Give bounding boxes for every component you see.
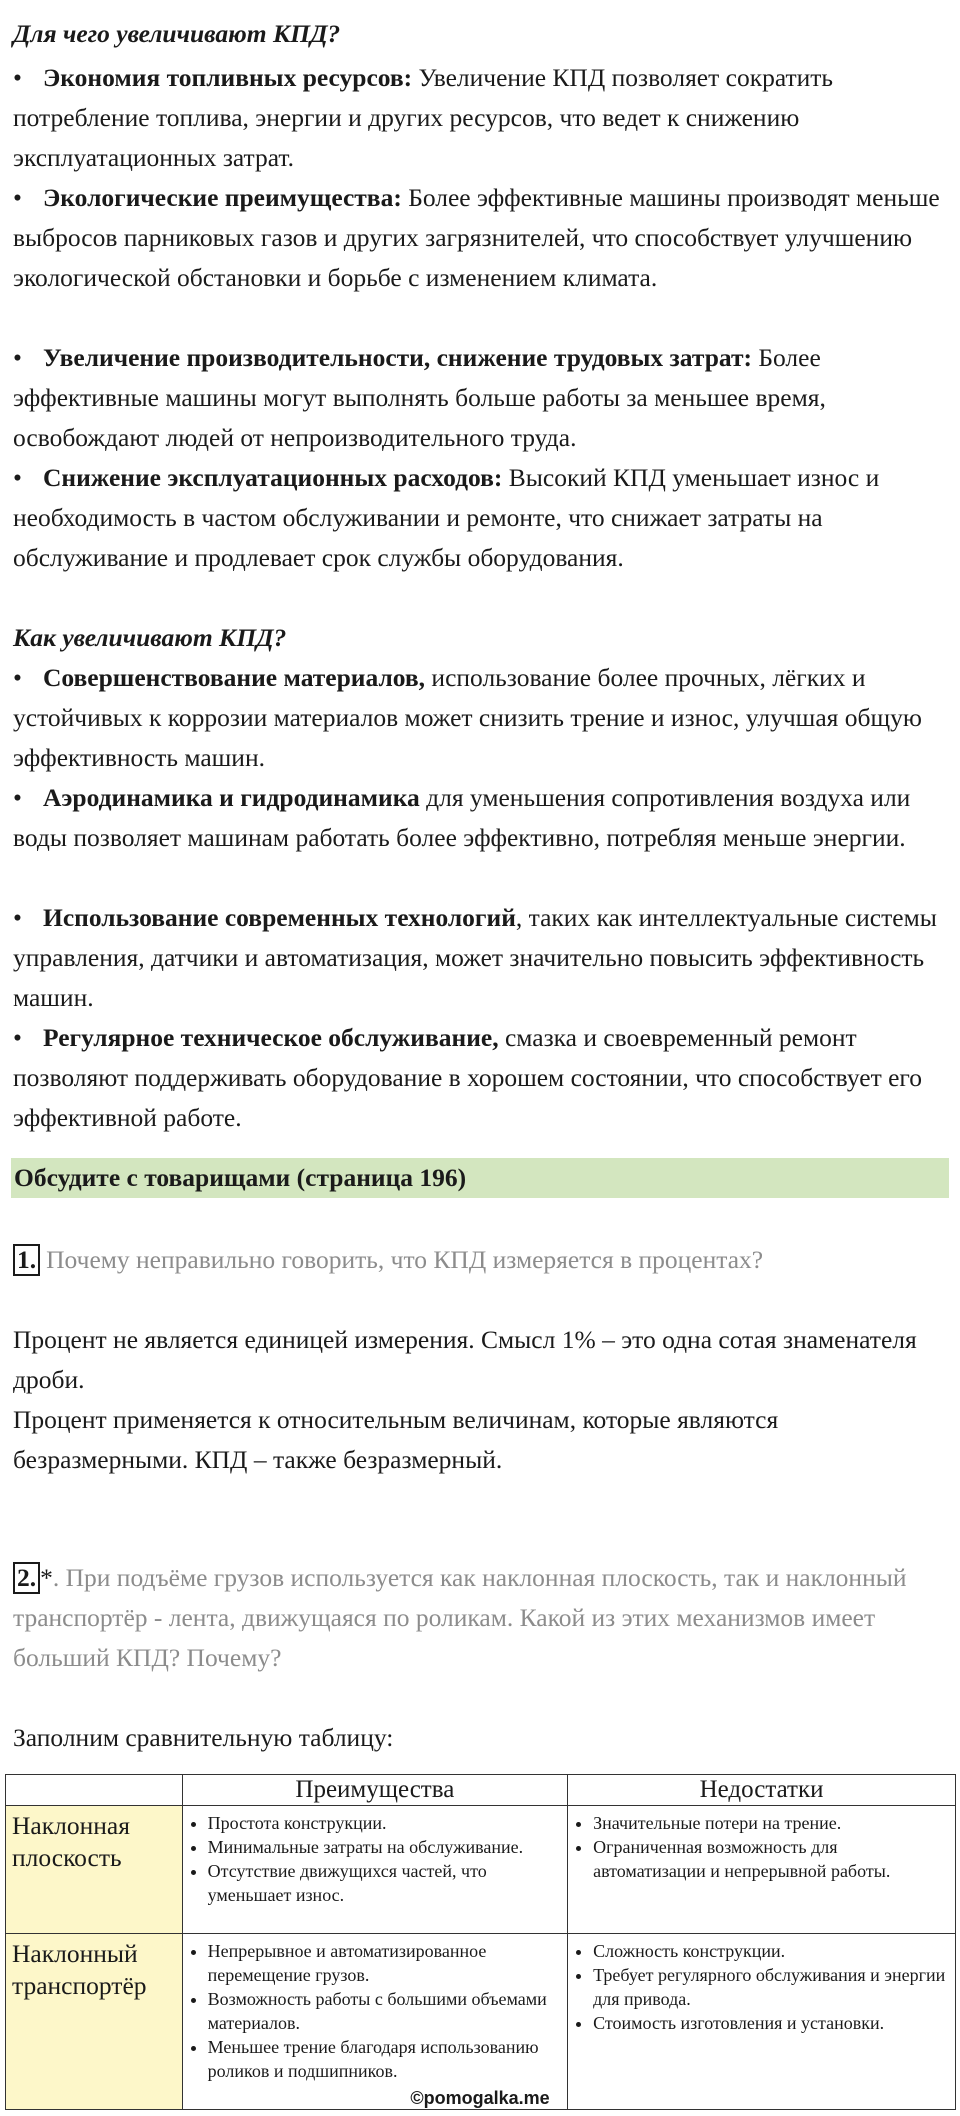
footer-watermark: ©pomogalka.me: [410, 2088, 550, 2108]
question-2: [13, 1558, 948, 1678]
list-item: • Минимальные затраты на обслуживание.: [208, 1835, 560, 1859]
comparison-table: [5, 1774, 956, 2110]
list-item: • Увеличение производительности, снижение трудовых затрат: Более эффективные машины могут выполнять больше работы за меньшее время, освобождают людей от непроизводительного труда.: [13, 338, 948, 458]
list-item: • Стоимость изготовления и установки.: [593, 2011, 948, 2035]
advantages-cell: [182, 1806, 567, 1934]
question-2-text: . При подъёме грузов используется как наклонная плоскость, так и наклонный транспортёр - лента, движущаяся по роликам. Какой из этих механизмов имеет больший КПД? Почему?: [13, 1563, 907, 1672]
list-item: • Непрерывное и автоматизированное перемещение грузов.: [208, 1939, 560, 1987]
disadvantages-cell: [568, 1806, 956, 1934]
question-1: [13, 1240, 948, 1280]
discuss-heading-bar: [11, 1158, 949, 1198]
question-number-1: 1.: [13, 1244, 40, 1276]
list-item: • Использование современных технологий, таких как интеллектуальные системы управления, датчики и автоматизация, может значительно повысить эффективность машин.: [13, 898, 948, 1018]
advantages-cell: [182, 1934, 567, 2110]
question-number-2: 2.: [13, 1562, 40, 1594]
table-row: [6, 1806, 956, 1934]
bullet-icon: •: [13, 783, 22, 812]
answer-1-line-1: Процент не является единицей измерения. Смысл 1% – это одна сотая знаменателя дроби.: [13, 1325, 917, 1394]
bullet-icon: •: [13, 63, 22, 92]
row-header-inclined-plane: Наклонная плоскость: [6, 1806, 183, 1934]
list-item: • Отсутствие движущихся частей, что уменьшает износ.: [208, 1859, 560, 1907]
bullet-icon: •: [13, 663, 22, 692]
table-row: [6, 1934, 956, 2110]
list-item: • Меньшее трение благодаря использованию роликов и подшипников.: [208, 2035, 560, 2083]
list-item: • Сложность конструкции.: [593, 1939, 948, 1963]
col-header-disadvantages: Недостатки: [568, 1775, 956, 1806]
question-1-text: Почему неправильно говорить, что КПД измеряется в процентах?: [46, 1245, 764, 1274]
bullet-icon: •: [13, 1023, 22, 1052]
list-item: • Простота конструкции.: [208, 1811, 560, 1835]
col-header-advantages: Преимущества: [182, 1775, 567, 1806]
list-item: • Экономия топливных ресурсов: Увеличение КПД позволяет сократить потребление топлива, энергии и других ресурсов, что ведет к снижению эксплуатационных затрат.: [13, 58, 948, 178]
row-header-inclined-conveyor: Наклонный транспортёр: [6, 1934, 183, 2110]
bullet-icon: •: [13, 343, 22, 372]
discuss-heading: Обсудите с товарищами (страница 196): [14, 1163, 467, 1192]
list-item: • Экологические преимущества: Более эффективные машины производят меньше выбросов парниковых газов и других загрязнителей, что способствует улучшению экологической обстановки и борьбе с изменением климата.: [13, 178, 948, 298]
bullet-icon: •: [13, 183, 22, 212]
list-item: • Ограниченная возможность для автоматизации и непрерывной работы.: [593, 1835, 948, 1883]
table-intro: Заполним сравнительную таблицу:: [13, 1723, 394, 1752]
bullet-icon: •: [13, 903, 22, 932]
list-item: • Значительные потери на трение.: [593, 1811, 948, 1835]
question-2-star: *: [40, 1563, 53, 1592]
list-item: • Снижение эксплуатационных расходов: Высокий КПД уменьшает износ и необходимость в частом обслуживании и ремонте, что снижает затраты на обслуживание и продлевает срок службы оборудования.: [13, 458, 948, 578]
answer-1-line-2: Процент применяется к относительным величинам, которые являются безразмерными. КПД – также безразмерный.: [13, 1405, 779, 1474]
table-corner-cell: [6, 1775, 183, 1806]
table-header-row: [6, 1775, 956, 1806]
list-item: • Возможность работы с большими объемами материалов.: [208, 1987, 560, 2035]
disadvantages-cell: [568, 1934, 956, 2110]
list-item: • Аэродинамика и гидродинамика для уменьшения сопротивления воздуха или воды позволяет машинам работать более эффективно, потребляя меньше энергии.: [13, 778, 948, 858]
section-heading-how: Как увеличивают КПД?: [13, 623, 287, 652]
list-item: • Совершенствование материалов, использование более прочных, лёгких и устойчивых к коррозии материалов может снизить трение и износ, улучшая общую эффективность машин.: [13, 658, 948, 778]
bullet-icon: •: [13, 463, 22, 492]
section-heading-why: Для чего увеличивают КПД?: [13, 19, 341, 48]
list-item: • Требует регулярного обслуживания и энергии для привода.: [593, 1963, 948, 2011]
list-item: • Регулярное техническое обслуживание, смазка и своевременный ремонт позволяют поддерживать оборудование в хорошем состоянии, что способствует его эффективной работе.: [13, 1018, 948, 1138]
